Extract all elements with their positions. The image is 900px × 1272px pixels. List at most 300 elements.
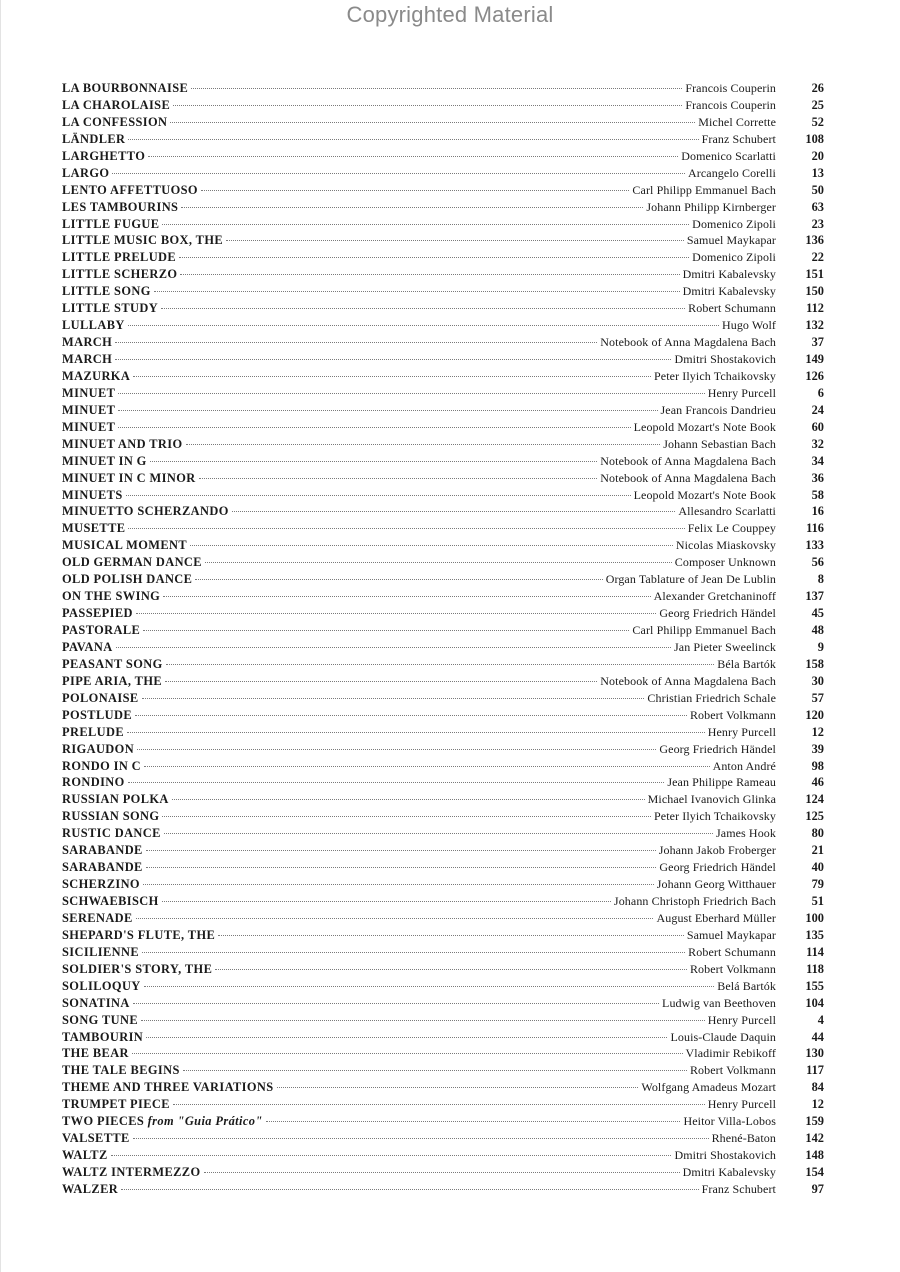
dot-leader: [154, 291, 680, 292]
entry-composer: Leopold Mozart's Note Book: [633, 487, 776, 502]
dot-leader: [148, 156, 678, 157]
entry-title-text: LA BOURBONNAISE: [62, 81, 189, 95]
entry-title: [62, 114, 167, 131]
entry-title: [62, 131, 125, 148]
entry-title: [62, 876, 140, 893]
toc-entry: [62, 368, 824, 385]
entry-composer: James Hook: [716, 826, 776, 841]
toc-entry: [62, 656, 824, 673]
entry-composer: Notebook of Anna Magdalena Bach: [600, 470, 776, 485]
entry-page-number: 112: [806, 301, 824, 316]
entry-page-number: 108: [805, 131, 824, 146]
dot-leader: [150, 461, 598, 462]
dot-leader: [205, 562, 672, 563]
entry-composer: Samuel Maykapar: [686, 233, 776, 248]
dot-leader: [127, 732, 705, 733]
entry-title: [62, 859, 143, 876]
entry-composer: Dmitri Shostakovich: [674, 1148, 776, 1163]
entry-title-text: POLONAISE: [62, 690, 139, 705]
entry-page-number: 16: [811, 504, 824, 519]
dot-leader: [172, 799, 645, 800]
entry-composer: Dmitri Kabalevsky: [682, 267, 776, 282]
entry-title-text: RIGAUDON: [62, 741, 135, 756]
entry-page-number: 50: [811, 182, 824, 197]
entry-page-number: 136: [805, 233, 824, 248]
entry-title-text: LA CHAROLAISE: [62, 97, 171, 112]
entry-page-number: 46: [811, 775, 824, 790]
toc-entry: [62, 825, 824, 842]
entry-page-number: 98: [811, 758, 824, 773]
entry-composer: Henry Purcell: [707, 385, 776, 400]
entry-page-number: 58: [811, 487, 824, 502]
toc-entry: [62, 419, 824, 436]
entry-title-text: MINUET: [62, 419, 116, 434]
dot-leader: [186, 444, 661, 445]
entry-page-number: 79: [811, 877, 824, 892]
entry-title: [62, 385, 115, 402]
entry-page-number: 150: [805, 284, 824, 299]
entry-page-number: 133: [805, 538, 824, 553]
toc-entry: [62, 216, 824, 233]
dot-leader: [136, 918, 654, 919]
entry-page-number: 37: [811, 335, 824, 350]
entry-title: [62, 944, 139, 961]
entry-composer: Robert Volkmann: [689, 707, 776, 722]
toc-entry: [62, 724, 824, 741]
entry-composer: Henry Purcell: [707, 724, 776, 739]
dot-leader: [141, 1020, 705, 1021]
toc-entry: [62, 1079, 824, 1096]
entry-page-number: 51: [811, 894, 824, 908]
entry-title: [62, 825, 161, 842]
entry-page-number: 159: [805, 1114, 824, 1129]
toc-entry: [62, 707, 824, 724]
toc-entry: [62, 1029, 824, 1046]
entry-title: [62, 842, 143, 859]
toc-entry: [62, 690, 824, 707]
entry-composer: Robert Schumann: [688, 944, 776, 959]
dot-leader: [128, 325, 719, 326]
dot-leader: [201, 190, 629, 191]
entry-composer: Michael Ivanovich Glinka: [647, 792, 776, 807]
toc-entry: [62, 1113, 824, 1130]
dot-leader: [115, 359, 671, 360]
entry-title: [62, 978, 141, 995]
toc-entry: [62, 385, 824, 402]
entry-page-number: 84: [811, 1080, 824, 1095]
entry-title: [62, 1096, 170, 1113]
page-edge: [0, 0, 1, 1272]
entry-composer: Notebook of Anna Magdalena Bach: [600, 335, 776, 350]
entry-composer: Michel Corrette: [698, 114, 776, 129]
toc-entry: [62, 520, 824, 537]
entry-title: [62, 334, 112, 351]
toc-entry: [62, 859, 824, 876]
entry-title: [62, 724, 124, 741]
toc-entry: [62, 741, 824, 758]
dot-leader: [111, 1155, 672, 1156]
entry-page-number: 80: [811, 826, 824, 841]
toc-entry: [62, 436, 824, 453]
entry-composer: Allesandro Scarlatti: [678, 504, 776, 519]
entry-page-number: 9: [817, 639, 824, 654]
entry-page-number: 12: [811, 1097, 824, 1112]
entry-page-number: 151: [805, 267, 824, 282]
entry-title-text: LARGO: [62, 165, 110, 180]
entry-composer: Robert Volkmann: [689, 1063, 776, 1078]
entry-page-number: 155: [805, 978, 824, 993]
entry-composer: Henry Purcell: [707, 1097, 776, 1112]
entry-composer: Francois Couperin: [685, 97, 776, 112]
entry-title: [62, 97, 170, 114]
entry-title: [62, 961, 212, 978]
dot-leader: [199, 478, 598, 479]
entry-title: [62, 232, 223, 249]
toc-entry: [62, 453, 824, 470]
entry-composer: Georg Friedrich Händel: [659, 606, 776, 621]
entry-page-number: 23: [811, 216, 824, 231]
entry-title-text: THE BEAR: [62, 1046, 129, 1061]
entry-title-text: LENTO AFFETTUOSO: [62, 182, 198, 197]
entry-title: [62, 453, 147, 470]
dot-leader: [143, 884, 654, 885]
dot-leader: [146, 1037, 667, 1038]
dot-leader: [132, 1053, 683, 1054]
entry-page-number: 117: [806, 1063, 824, 1078]
entry-composer: Domenico Zipoli: [692, 250, 776, 265]
entry-title: [62, 1079, 274, 1096]
dot-leader: [179, 257, 689, 258]
entry-page-number: 56: [811, 555, 824, 570]
entry-title-text: MAZURKA: [62, 368, 131, 383]
entry-page-number: 39: [811, 741, 824, 756]
entry-title-text: MINUET AND TRIO: [62, 436, 183, 451]
entry-title: [62, 571, 192, 588]
entry-title: [62, 402, 115, 419]
entry-composer: Domenico Scarlatti: [681, 148, 776, 163]
toc-entry: [62, 588, 824, 605]
toc-entry: [62, 351, 824, 368]
dot-leader: [195, 579, 602, 580]
entry-page-number: 20: [811, 148, 824, 163]
dot-leader: [144, 766, 710, 767]
entry-title: [62, 690, 139, 707]
table-of-contents: [62, 80, 824, 1198]
toc-entry: [62, 1012, 824, 1029]
dot-leader: [118, 393, 704, 394]
toc-entry: [62, 114, 824, 131]
entry-title: [62, 249, 176, 266]
entry-page-number: 30: [811, 673, 824, 688]
dot-leader: [173, 1104, 705, 1105]
toc-entry: [62, 503, 824, 520]
dot-leader: [215, 969, 687, 970]
entry-composer: Christian Friedrich Schale: [647, 690, 776, 705]
entry-title: [62, 216, 159, 233]
entry-title: [62, 165, 109, 182]
entry-title: [62, 1130, 130, 1147]
entry-composer: Notebook of Anna Magdalena Bach: [600, 673, 776, 688]
dot-leader: [116, 647, 671, 648]
dot-leader: [146, 850, 656, 851]
entry-title-text: WALZER: [62, 1181, 119, 1196]
entry-composer: Georg Friedrich Händel: [659, 741, 776, 756]
entry-title-text: SOLDIER'S STORY, THE: [62, 961, 213, 976]
dot-leader: [164, 833, 713, 834]
dot-leader: [144, 986, 715, 987]
entry-title-text: OLD GERMAN DANCE: [62, 555, 202, 570]
entry-title-text: SHEPARD'S FLUTE, THE: [62, 927, 216, 942]
entry-page-number: 126: [805, 368, 824, 383]
entry-composer: Rhené-Baton: [711, 1131, 776, 1146]
entry-composer: Ludwig van Beethoven: [662, 995, 776, 1010]
dot-leader: [162, 901, 611, 902]
entry-composer: Felix Le Couppey: [687, 521, 776, 536]
dot-leader: [204, 1172, 680, 1173]
toc-entry: [62, 165, 824, 182]
toc-entry: [62, 80, 824, 97]
entry-title: [62, 368, 130, 385]
entry-page-number: 100: [805, 910, 824, 925]
entry-page-number: 34: [811, 453, 824, 468]
entry-title-text: MUSETTE: [62, 521, 126, 536]
entry-title-text: PAVANA: [62, 639, 113, 654]
toc-entry: [62, 1147, 824, 1164]
entry-title: [62, 436, 183, 453]
dot-leader: [162, 816, 651, 817]
entry-title-text: SOLILOQUY: [62, 978, 141, 993]
entry-title-text: SERENADE: [62, 910, 133, 925]
toc-entry: [62, 317, 824, 334]
toc-entry: [62, 148, 824, 165]
entry-title-text: LA CONFESSION: [62, 114, 168, 129]
dot-leader: [126, 495, 631, 496]
entry-page-number: 26: [811, 81, 824, 95]
toc-entry: [62, 622, 824, 639]
dot-leader: [146, 867, 657, 868]
entry-title-text: VALSETTE: [62, 1131, 130, 1146]
toc-entry: [62, 758, 824, 775]
entry-title: [62, 1045, 129, 1062]
dot-leader: [181, 207, 643, 208]
entry-page-number: 97: [811, 1181, 824, 1196]
entry-title-text: MINUET IN G: [62, 453, 147, 468]
entry-page-number: 40: [811, 860, 824, 875]
entry-title-text: MINUET: [62, 385, 116, 400]
dot-leader: [162, 224, 689, 225]
entry-composer: Notebook of Anna Magdalena Bach: [600, 453, 776, 468]
entry-title: [62, 639, 113, 656]
entry-title: [62, 758, 141, 775]
entry-title-text: SARABANDE: [62, 843, 143, 858]
entry-composer: Dmitri Shostakovich: [674, 352, 776, 366]
dot-leader: [277, 1087, 639, 1088]
dot-leader: [133, 1003, 659, 1004]
entry-title-text: SARABANDE: [62, 860, 143, 875]
toc-entry: [62, 199, 824, 216]
entry-title: [62, 1164, 201, 1181]
entry-page-number: 130: [805, 1046, 824, 1061]
toc-entry: [62, 537, 824, 554]
entry-title-text: WALTZ: [62, 1148, 108, 1163]
entry-page-number: 135: [805, 927, 824, 942]
toc-entry: [62, 300, 824, 317]
entry-composer: Organ Tablature of Jean De Lublin: [605, 572, 776, 587]
entry-page-number: 120: [805, 707, 824, 722]
entry-composer: Arcangelo Corelli: [687, 165, 776, 180]
entry-composer: Dmitri Kabalevsky: [682, 284, 776, 299]
entry-title-text: MUSICAL MOMENT: [62, 538, 188, 553]
entry-page-number: 104: [805, 995, 824, 1010]
entry-title: [62, 470, 196, 487]
entry-title: [62, 266, 177, 283]
dot-leader: [128, 782, 665, 783]
entry-page-number: 118: [806, 961, 824, 976]
entry-page-number: 6: [817, 385, 824, 400]
entry-title-text: LULLABY: [62, 318, 125, 333]
entry-composer: Johann Georg Witthauer: [656, 877, 776, 892]
entry-composer: Franz Schubert: [701, 1181, 776, 1196]
toc-entry: [62, 944, 824, 961]
entry-page-number: 24: [811, 402, 824, 417]
entry-composer: Robert Schumann: [688, 301, 776, 316]
entry-composer: Wolfgang Amadeus Mozart: [641, 1080, 776, 1095]
dot-leader: [142, 952, 685, 953]
dot-leader: [118, 427, 630, 428]
entry-title: [62, 774, 125, 791]
entry-composer: Alexander Gretchaninoff: [653, 589, 776, 604]
entry-title: [62, 910, 133, 927]
entry-title-text: TWO PIECES: [62, 1114, 145, 1129]
entry-page-number: 149: [805, 352, 824, 366]
toc-entry: [62, 927, 824, 944]
entry-title: [62, 317, 125, 334]
entry-title-text: THEME AND THREE VARIATIONS: [62, 1080, 274, 1095]
entry-title-text: PRELUDE: [62, 724, 125, 739]
entry-title-text: MINUET: [62, 402, 116, 417]
entry-title: [62, 554, 202, 571]
dot-leader: [163, 596, 650, 597]
dot-leader: [161, 308, 685, 309]
dot-leader: [142, 698, 645, 699]
entry-composer: Johann Christoph Friedrich Bach: [613, 894, 776, 908]
toc-entry: [62, 605, 824, 622]
entry-title: [62, 351, 112, 368]
entry-composer: Leopold Mozart's Note Book: [633, 419, 776, 434]
toc-entry: [62, 470, 824, 487]
dot-leader: [165, 681, 597, 682]
entry-composer: Johann Philipp Kirnberger: [646, 199, 776, 214]
entry-title: [62, 588, 160, 605]
entry-title: [62, 673, 162, 690]
toc-entry: [62, 961, 824, 978]
entry-title: [62, 741, 134, 758]
toc-entry: [62, 1130, 824, 1147]
entry-title-text: SCHERZINO: [62, 877, 140, 892]
toc-entry: [62, 554, 824, 571]
entry-composer: Georg Friedrich Händel: [659, 860, 776, 875]
entry-page-number: 48: [811, 623, 824, 637]
entry-title: [62, 520, 125, 537]
entry-title-text: RONDINO: [62, 775, 125, 790]
entry-title-text: LITTLE PRELUDE: [62, 250, 177, 265]
entry-page-number: 45: [811, 606, 824, 621]
entry-title-text: LÄNDLER: [62, 131, 126, 146]
entry-title: [62, 1029, 143, 1046]
entry-composer: Samuel Maykapar: [686, 927, 776, 942]
entry-page-number: 22: [811, 250, 824, 265]
entry-title: [62, 419, 115, 436]
entry-composer: Peter Ilyich Tchaikovsky: [654, 368, 776, 383]
toc-entry: [62, 571, 824, 588]
dot-leader: [136, 613, 657, 614]
toc-entry: [62, 249, 824, 266]
entry-composer: Hugo Wolf: [721, 318, 776, 333]
entry-page-number: 12: [811, 724, 824, 739]
dot-leader: [137, 749, 656, 750]
entry-composer: Carl Philipp Emmanuel Bach: [632, 182, 776, 197]
dot-leader: [133, 1138, 709, 1139]
entry-title-text: TAMBOURIN: [62, 1029, 144, 1044]
entry-title-text: SCHWAEBISCH: [62, 894, 159, 908]
entry-page-number: 148: [805, 1148, 824, 1163]
entry-title: [62, 148, 145, 165]
dot-leader: [232, 511, 676, 512]
toc-entry: [62, 673, 824, 690]
entry-page-number: 32: [811, 436, 824, 451]
entry-title: [62, 199, 178, 216]
dot-leader: [226, 240, 684, 241]
toc-entry: [62, 1164, 824, 1181]
dot-leader: [173, 105, 682, 106]
toc-entry: [62, 402, 824, 419]
entry-title-text: RUSTIC DANCE: [62, 826, 161, 841]
entry-title: [62, 283, 151, 300]
entry-title-text: MINUET IN C MINOR: [62, 470, 196, 485]
entry-composer: August Eberhard Müller: [656, 910, 776, 925]
entry-title: [62, 707, 132, 724]
entry-title-text: MARCH: [62, 335, 113, 350]
entry-composer: Johann Jakob Froberger: [658, 843, 776, 858]
entry-composer: Jean Philippe Rameau: [667, 775, 776, 790]
toc-entry: [62, 842, 824, 859]
entry-title-text: LARGHETTO: [62, 148, 146, 163]
entry-title: [62, 1113, 263, 1130]
toc-entry: [62, 639, 824, 656]
entry-title: [62, 622, 140, 639]
entry-composer: Robert Volkmann: [689, 961, 776, 976]
dot-leader: [170, 122, 695, 123]
dot-leader: [143, 630, 629, 631]
toc-entry: [62, 232, 824, 249]
entry-composer: Carl Philipp Emmanuel Bach: [632, 623, 776, 637]
toc-entry: [62, 893, 824, 910]
entry-page-number: 116: [806, 521, 824, 536]
entry-title: [62, 791, 169, 808]
entry-composer: Louis-Claude Daquin: [670, 1029, 776, 1044]
entry-page-number: 36: [811, 470, 824, 485]
entry-composer: Francois Couperin: [685, 81, 776, 95]
entry-title-text: MINUETS: [62, 487, 123, 502]
toc-entry: [62, 876, 824, 893]
entry-title-text: LES TAMBOURINS: [62, 199, 179, 214]
entry-page-number: 13: [811, 165, 824, 180]
entry-composer: Johann Sebastian Bach: [663, 436, 776, 451]
entry-title-text: SONG TUNE: [62, 1012, 139, 1027]
entry-page-number: 125: [805, 809, 824, 824]
entry-composer: Vladimir Rebikoff: [685, 1046, 776, 1061]
toc-entry: [62, 1045, 824, 1062]
